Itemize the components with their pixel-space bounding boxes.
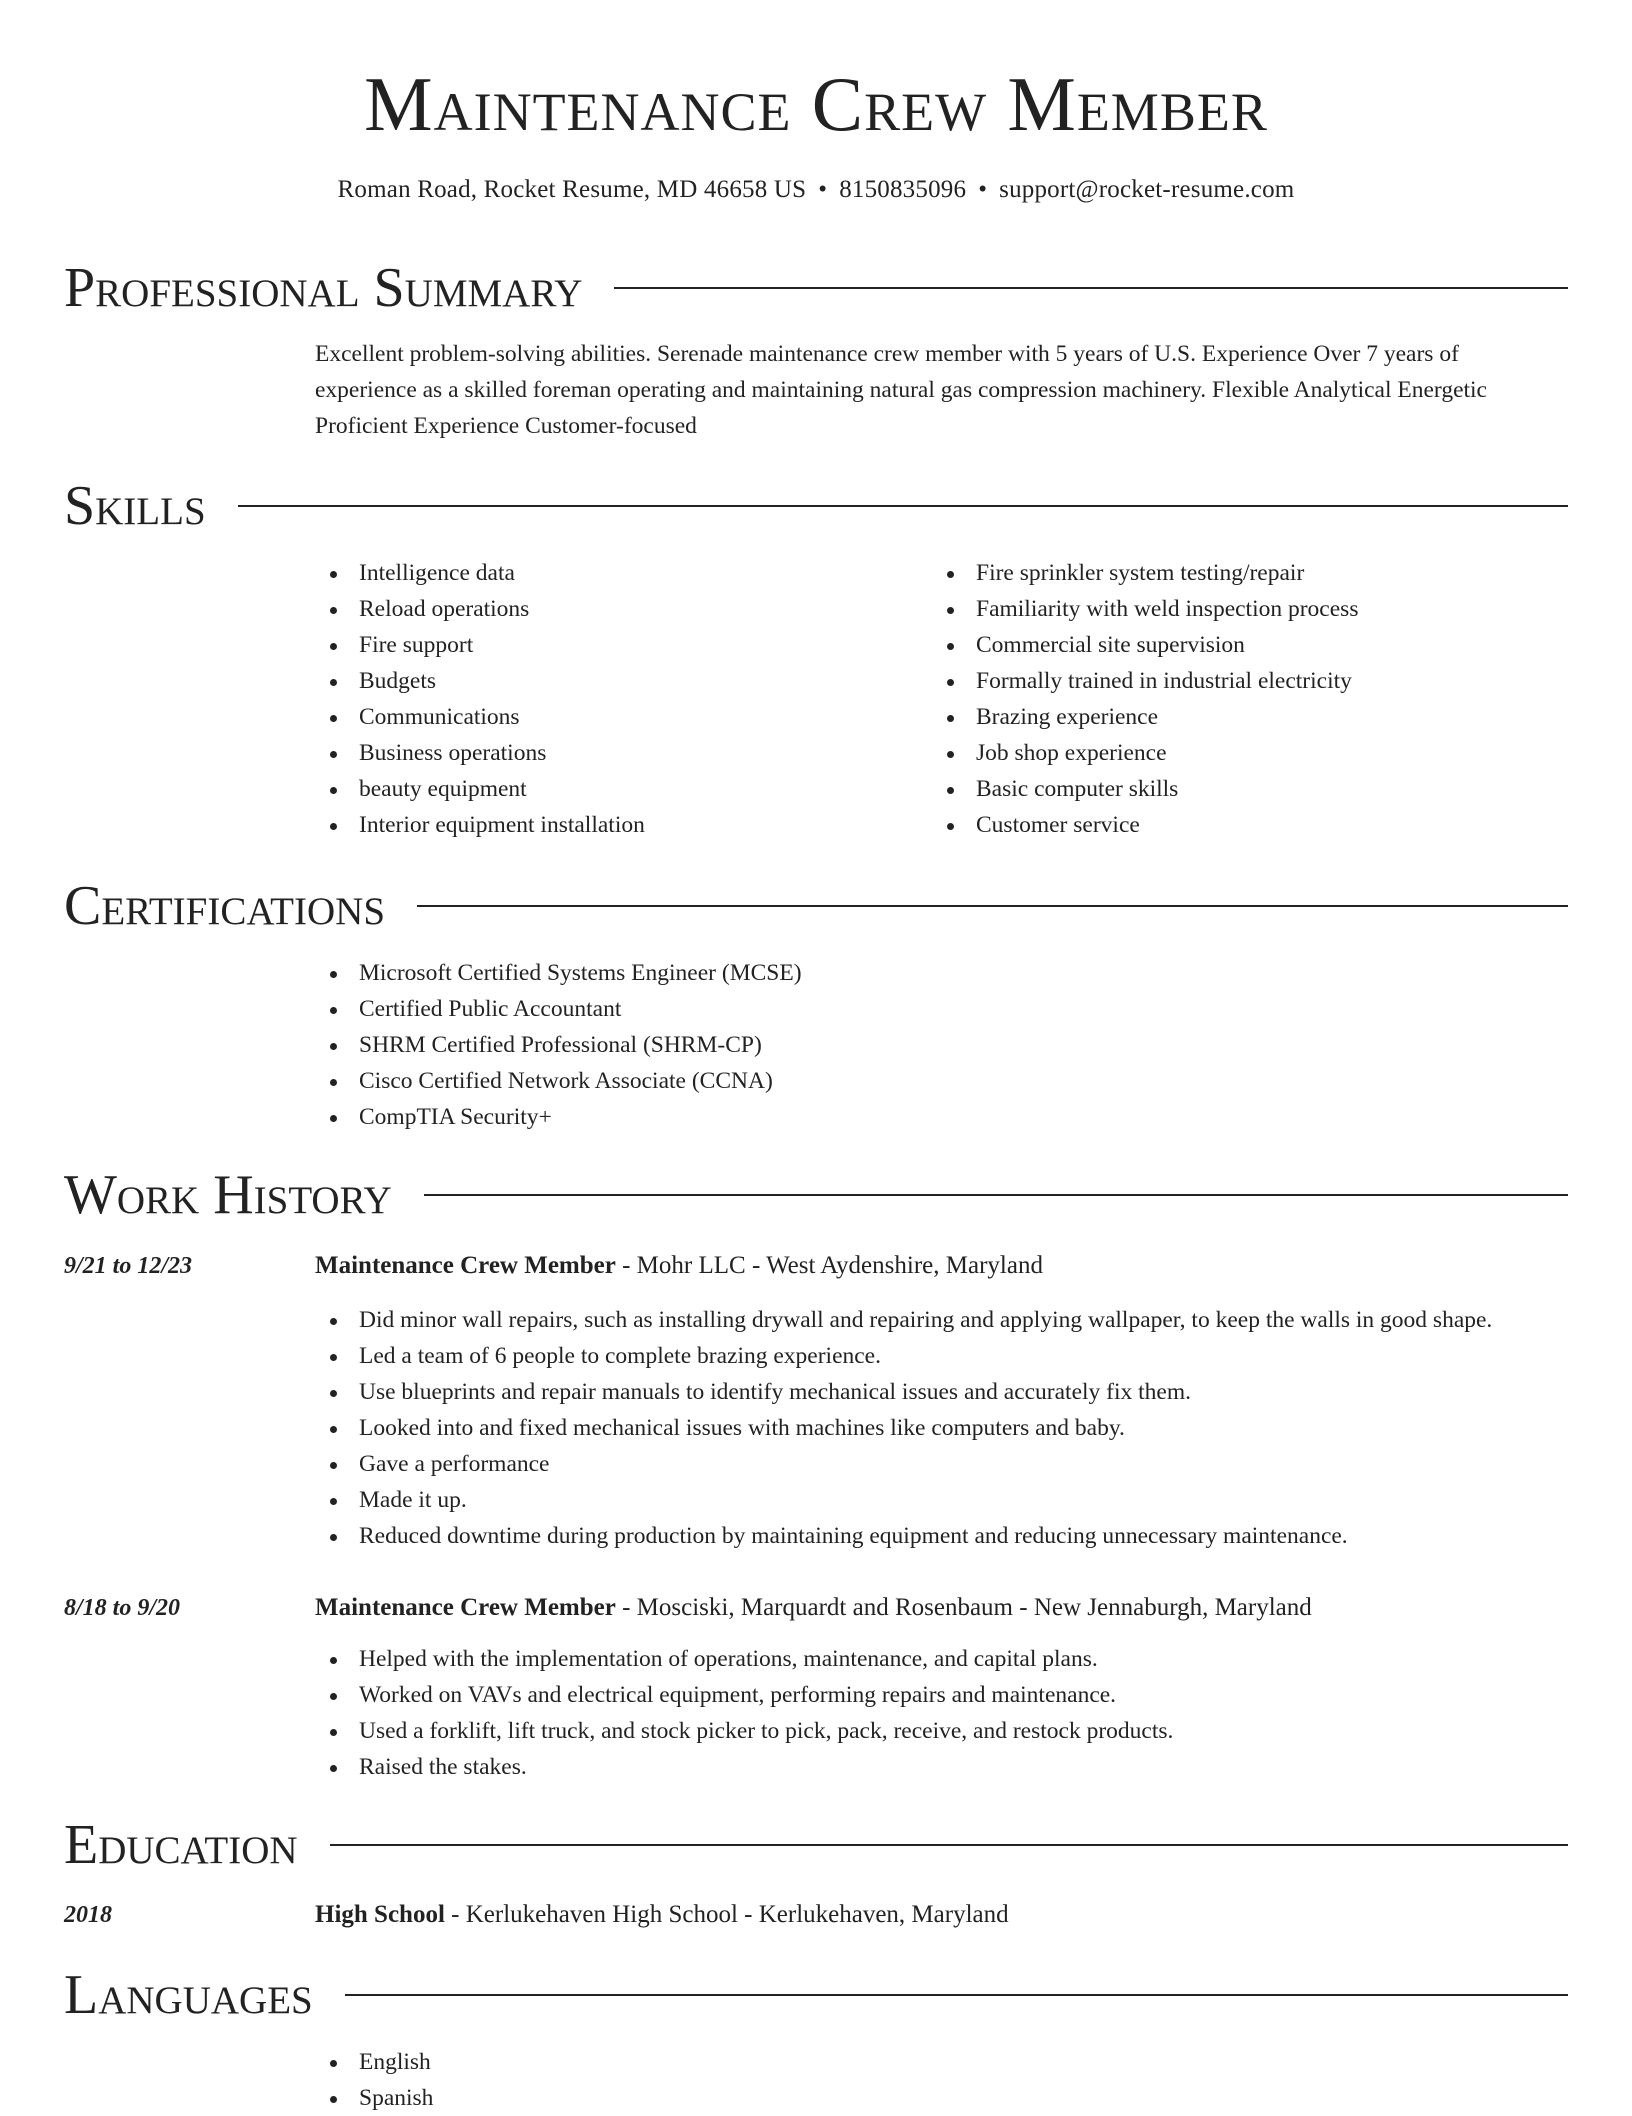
job-bullets: [315, 1302, 1492, 1554]
job-bullet: Worked on VAVs and electrical equipment, performing repairs and maintenance.: [315, 1677, 1173, 1713]
section-header-languages: [64, 1965, 1568, 2025]
section-header-skills: [64, 476, 1568, 536]
job-bullets: [315, 1641, 1173, 1785]
skill-item: Reload operations: [315, 591, 645, 627]
job-dates: 8/18 to 9/20: [64, 1595, 181, 1621]
job-details: - Mohr LLC - West Aydenshire, Maryland: [615, 1252, 1043, 1279]
education-year: 2018: [64, 1902, 112, 1928]
section-header-education: [64, 1815, 1568, 1875]
section-divider: [238, 505, 1568, 507]
contact-separator: •: [978, 176, 988, 203]
skill-item: Interior equipment installation: [315, 807, 645, 843]
candidate-name: Maintenance Crew Member: [364, 61, 1268, 147]
job-details: - Mosciski, Marquardt and Rosenbaum - New Jennaburgh, Maryland: [615, 1594, 1312, 1621]
language-item: English: [315, 2044, 433, 2080]
skill-item: Customer service: [932, 807, 1358, 843]
certification-item: Certified Public Accountant: [315, 991, 802, 1027]
section-header-summary: [64, 258, 1568, 318]
job-heading: [315, 1248, 1043, 1284]
contact-address: Roman Road, Rocket Resume, MD 46658 US: [337, 176, 807, 203]
certification-item: SHRM Certified Professional (SHRM-CP): [315, 1027, 802, 1063]
education-details: - Kerlukehaven High School - Kerlukehaven, Maryland: [444, 1901, 1009, 1928]
section-header-certifications: [64, 876, 1568, 936]
certification-item: CompTIA Security+: [315, 1099, 802, 1135]
contact-line: [0, 172, 1632, 208]
section-title-skills: Skills: [64, 475, 206, 537]
education-degree: High School: [315, 1901, 445, 1928]
education-heading: [315, 1897, 1009, 1933]
skill-item: Budgets: [315, 663, 645, 699]
certifications-list: [315, 955, 802, 1135]
section-title-languages: Languages: [64, 1964, 313, 2026]
job-bullet: Used a forklift, lift truck, and stock picker to pick, pack, receive, and restock products.: [315, 1713, 1173, 1749]
job-heading: [315, 1590, 1312, 1626]
job-bullet: Looked into and fixed mechanical issues with machines like computers and baby.: [315, 1410, 1492, 1446]
skill-item: Familiarity with weld inspection process: [932, 591, 1358, 627]
skill-item: Commercial site supervision: [932, 627, 1358, 663]
skills-list-right: [932, 555, 1358, 843]
job-bullet: Reduced downtime during production by maintaining equipment and reducing unnecessary maintenance.: [315, 1518, 1492, 1554]
summary-text: Excellent problem-solving abilities. Serenade maintenance crew member with 5 years of U.S. Experience Over 7 years of experience as a skilled foreman operating and maintaining natural gas compression machinery. Flexible Analytical Energetic Proficient Experience Customer-focused: [315, 341, 1487, 439]
skill-item: Formally trained in industrial electricity: [932, 663, 1358, 699]
job-dates: 9/21 to 12/23: [64, 1253, 193, 1279]
skills-list-left: [315, 555, 645, 843]
contact-separator: •: [818, 176, 828, 203]
section-header-work-history: [64, 1165, 1568, 1225]
contact-email: support@rocket-resume.com: [999, 176, 1295, 203]
job-bullet: Made it up.: [315, 1482, 1492, 1518]
job-bullet: Raised the stakes.: [315, 1749, 1173, 1785]
skill-item: Fire sprinkler system testing/repair: [932, 555, 1358, 591]
skill-item: Intelligence data: [315, 555, 645, 591]
language-item: Spanish: [315, 2080, 433, 2116]
certification-item: Cisco Certified Network Associate (CCNA): [315, 1063, 802, 1099]
job-bullet: Gave a performance: [315, 1446, 1492, 1482]
skill-item: Job shop experience: [932, 735, 1358, 771]
skill-item: Business operations: [315, 735, 645, 771]
section-divider: [614, 287, 1568, 289]
certification-item: Microsoft Certified Systems Engineer (MCSE): [315, 955, 802, 991]
job-bullet: Helped with the implementation of operations, maintenance, and capital plans.: [315, 1641, 1173, 1677]
skill-item: beauty equipment: [315, 771, 645, 807]
job-bullet: Did minor wall repairs, such as installing drywall and repairing and applying wallpaper, to keep the walls in good shape.: [315, 1302, 1492, 1338]
skill-item: Brazing experience: [932, 699, 1358, 735]
section-title-education: Education: [64, 1814, 298, 1876]
section-divider: [345, 1994, 1568, 1996]
section-divider: [330, 1844, 1568, 1846]
contact-phone: 8150835096: [839, 176, 967, 203]
section-title-summary: Professional Summary: [64, 257, 583, 319]
languages-list: [315, 2044, 433, 2116]
section-divider: [424, 1194, 1568, 1196]
section-title-work-history: Work History: [64, 1164, 392, 1226]
skill-item: Fire support: [315, 627, 645, 663]
section-title-certifications: Certifications: [64, 875, 386, 937]
job-title: Maintenance Crew Member: [315, 1594, 616, 1621]
job-bullet: Led a team of 6 people to complete brazing experience.: [315, 1338, 1492, 1374]
section-divider: [417, 905, 1568, 907]
job-title: Maintenance Crew Member: [315, 1252, 616, 1279]
skill-item: Basic computer skills: [932, 771, 1358, 807]
skill-item: Communications: [315, 699, 645, 735]
job-bullet: Use blueprints and repair manuals to identify mechanical issues and accurately fix them.: [315, 1374, 1492, 1410]
